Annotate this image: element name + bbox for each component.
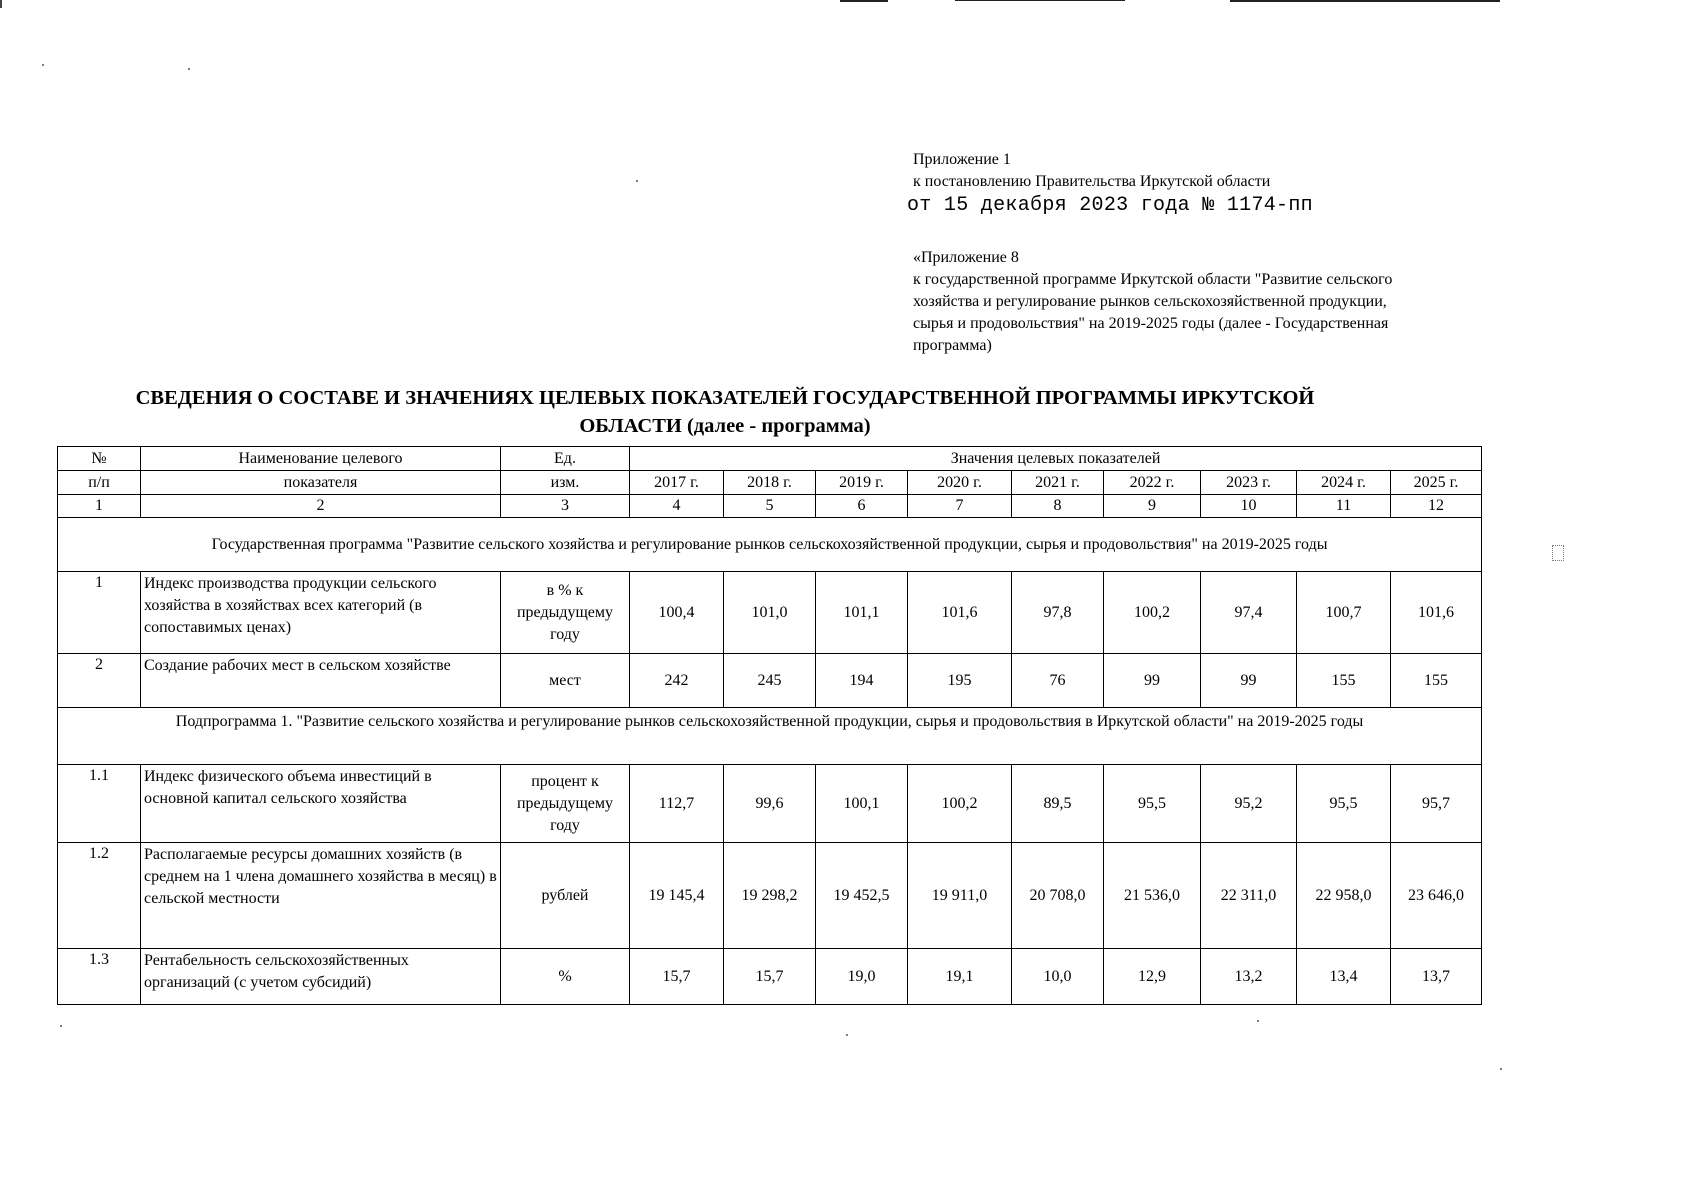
indicator-value: 99,6 bbox=[724, 765, 816, 843]
table-row bbox=[58, 843, 1482, 949]
indicator-value: 22 311,0 bbox=[1201, 843, 1297, 949]
indicator-unit: рублей bbox=[501, 843, 630, 949]
column-number: 2 bbox=[141, 495, 501, 518]
indicator-value: 19 298,2 bbox=[724, 843, 816, 949]
section-title: Государственная программа "Развитие сельского хозяйства и регулирование рынков сельскохозяйственной продукции, сырья и продовольствия" на 2019-2025 годы bbox=[58, 518, 1482, 572]
indicator-value: 100,1 bbox=[816, 765, 908, 843]
column-number: 10 bbox=[1201, 495, 1297, 518]
header-year: 2025 г. bbox=[1391, 471, 1482, 495]
column-number: 11 bbox=[1297, 495, 1391, 518]
program-appendix-line: «Приложение 8 bbox=[913, 249, 1019, 266]
indicator-value: 100,2 bbox=[1104, 572, 1201, 654]
header-unit: изм. bbox=[501, 471, 630, 495]
indicator-value: 19,0 bbox=[816, 949, 908, 1005]
section-row-state-program bbox=[58, 518, 1482, 572]
indicator-value: 13,4 bbox=[1297, 949, 1391, 1005]
header-number: п/п bbox=[58, 471, 141, 495]
header-name: Наименование целевого bbox=[141, 447, 501, 471]
program-appendix-note bbox=[913, 247, 1488, 357]
indicator-value: 15,7 bbox=[724, 949, 816, 1005]
indicator-value: 15,7 bbox=[630, 949, 724, 1005]
scan-edge-top bbox=[1230, 0, 1500, 2]
indicator-value: 194 bbox=[816, 654, 908, 708]
indicator-value: 19 911,0 bbox=[908, 843, 1012, 949]
indicator-value: 99 bbox=[1104, 654, 1201, 708]
scan-speck bbox=[1500, 1068, 1502, 1070]
indicator-value: 155 bbox=[1297, 654, 1391, 708]
indicator-value: 112,7 bbox=[630, 765, 724, 843]
header-year: 2024 г. bbox=[1297, 471, 1391, 495]
column-number: 1 bbox=[58, 495, 141, 518]
indicator-value: 22 958,0 bbox=[1297, 843, 1391, 949]
indicator-value: 100,7 bbox=[1297, 572, 1391, 654]
indicator-value: 99 bbox=[1201, 654, 1297, 708]
scan-speck bbox=[42, 64, 44, 66]
program-appendix-line: программа) bbox=[913, 337, 992, 354]
indicator-value: 19 452,5 bbox=[816, 843, 908, 949]
program-appendix-line: хозяйства и регулирование рынков сельскохозяйственной продукции, bbox=[913, 293, 1387, 310]
program-appendix-line: к государственной программе Иркутской области "Развитие сельского bbox=[913, 271, 1393, 288]
scan-speck bbox=[846, 1034, 848, 1036]
column-number: 5 bbox=[724, 495, 816, 518]
header-year: 2021 г. bbox=[1012, 471, 1104, 495]
appendix-header bbox=[907, 149, 1313, 219]
appendix-label: Приложение 1 bbox=[913, 151, 1011, 168]
header-year: 2022 г. bbox=[1104, 471, 1201, 495]
row-number: 1 bbox=[58, 572, 141, 654]
indicator-value: 19 145,4 bbox=[630, 843, 724, 949]
row-number: 1.3 bbox=[58, 949, 141, 1005]
indicator-value: 10,0 bbox=[1012, 949, 1104, 1005]
indicator-value: 101,6 bbox=[908, 572, 1012, 654]
scan-edge-left bbox=[0, 0, 2, 8]
indicator-value: 101,6 bbox=[1391, 572, 1482, 654]
column-number: 8 bbox=[1012, 495, 1104, 518]
indicator-name: Рентабельность сельскохозяйственных организаций (с учетом субсидий) bbox=[141, 949, 501, 1005]
row-number: 2 bbox=[58, 654, 141, 708]
column-number: 12 bbox=[1391, 495, 1482, 518]
indicator-value: 76 bbox=[1012, 654, 1104, 708]
header-year: 2023 г. bbox=[1201, 471, 1297, 495]
column-number: 7 bbox=[908, 495, 1012, 518]
scan-speck bbox=[636, 180, 638, 182]
header-name: показателя bbox=[141, 471, 501, 495]
indicator-value: 101,1 bbox=[816, 572, 908, 654]
indicator-value: 89,5 bbox=[1012, 765, 1104, 843]
indicator-unit: % bbox=[501, 949, 630, 1005]
indicator-value: 95,5 bbox=[1297, 765, 1391, 843]
indicator-unit: мест bbox=[501, 654, 630, 708]
indicator-unit: процент к предыдущему году bbox=[501, 765, 630, 843]
appendix-reference: к постановлению Правительства Иркутской области bbox=[913, 173, 1271, 190]
row-number: 1.2 bbox=[58, 843, 141, 949]
document-title-line: ОБЛАСТИ (далее - программа) bbox=[579, 415, 871, 437]
header-year: 2017 г. bbox=[630, 471, 724, 495]
indicator-value: 95,2 bbox=[1201, 765, 1297, 843]
scan-speck bbox=[1257, 1020, 1259, 1022]
scan-speck bbox=[1552, 545, 1564, 561]
indicators-table bbox=[57, 446, 1482, 1005]
indicator-value: 12,9 bbox=[1104, 949, 1201, 1005]
indicator-value: 95,5 bbox=[1104, 765, 1201, 843]
indicator-value: 13,2 bbox=[1201, 949, 1297, 1005]
column-number: 9 bbox=[1104, 495, 1201, 518]
indicator-value: 195 bbox=[908, 654, 1012, 708]
table-header-row bbox=[58, 447, 1482, 471]
table-row bbox=[58, 572, 1482, 654]
indicator-value: 97,4 bbox=[1201, 572, 1297, 654]
row-number: 1.1 bbox=[58, 765, 141, 843]
program-appendix-line: сырья и продовольствия" на 2019-2025 годы (далее - Государственная bbox=[913, 315, 1389, 332]
scan-edge-top bbox=[955, 0, 1125, 1]
column-number: 3 bbox=[501, 495, 630, 518]
indicator-value: 242 bbox=[630, 654, 724, 708]
column-number-row bbox=[58, 495, 1482, 518]
indicator-value: 95,7 bbox=[1391, 765, 1482, 843]
document-title-line: СВЕДЕНИЯ О СОСТАВЕ И ЗНАЧЕНИЯХ ЦЕЛЕВЫХ ПОКАЗАТЕЛЕЙ ГОСУДАРСТВЕННОЙ ПРОГРАММЫ ИРКУТСКОЙ bbox=[135, 387, 1315, 409]
table-header-row bbox=[58, 471, 1482, 495]
header-year: 2019 г. bbox=[816, 471, 908, 495]
header-number: № bbox=[58, 447, 141, 471]
document-title bbox=[60, 384, 1390, 440]
indicator-name: Располагаемые ресурсы домашних хозяйств (в среднем на 1 члена домашнего хозяйства в месяц) в сельской местности bbox=[141, 843, 501, 949]
indicator-name: Индекс физического объема инвестиций в основной капитал сельского хозяйства bbox=[141, 765, 501, 843]
table-row bbox=[58, 949, 1482, 1005]
section-row-subprogram-1 bbox=[58, 708, 1482, 765]
indicator-value: 101,0 bbox=[724, 572, 816, 654]
scan-speck bbox=[60, 1025, 62, 1027]
indicator-value: 21 536,0 bbox=[1104, 843, 1201, 949]
header-values-group: Значения целевых показателей bbox=[630, 447, 1482, 471]
indicator-name: Создание рабочих мест в сельском хозяйстве bbox=[141, 654, 501, 708]
header-year: 2020 г. bbox=[908, 471, 1012, 495]
column-number: 4 bbox=[630, 495, 724, 518]
table-row bbox=[58, 765, 1482, 843]
decree-date-number: от 15 декабря 2023 года № 1174-пп bbox=[907, 194, 1313, 217]
indicator-value: 23 646,0 bbox=[1391, 843, 1482, 949]
indicator-value: 20 708,0 bbox=[1012, 843, 1104, 949]
indicator-value: 19,1 bbox=[908, 949, 1012, 1005]
header-unit: Ед. bbox=[501, 447, 630, 471]
indicator-value: 100,4 bbox=[630, 572, 724, 654]
indicator-value: 13,7 bbox=[1391, 949, 1482, 1005]
scan-speck bbox=[188, 68, 190, 70]
scan-edge-top bbox=[840, 0, 888, 2]
indicator-name: Индекс производства продукции сельского хозяйства в хозяйствах всех категорий (в сопоставимых ценах) bbox=[141, 572, 501, 654]
section-title: Подпрограмма 1. "Развитие сельского хозяйства и регулирование рынков сельскохозяйственной продукции, сырья и продовольствия в Иркутской области" на 2019-2025 годы bbox=[58, 708, 1482, 765]
indicator-value: 155 bbox=[1391, 654, 1482, 708]
column-number: 6 bbox=[816, 495, 908, 518]
indicator-unit: в % к предыдущему году bbox=[501, 572, 630, 654]
table-row bbox=[58, 654, 1482, 708]
indicator-value: 245 bbox=[724, 654, 816, 708]
indicator-value: 97,8 bbox=[1012, 572, 1104, 654]
indicator-value: 100,2 bbox=[908, 765, 1012, 843]
header-year: 2018 г. bbox=[724, 471, 816, 495]
